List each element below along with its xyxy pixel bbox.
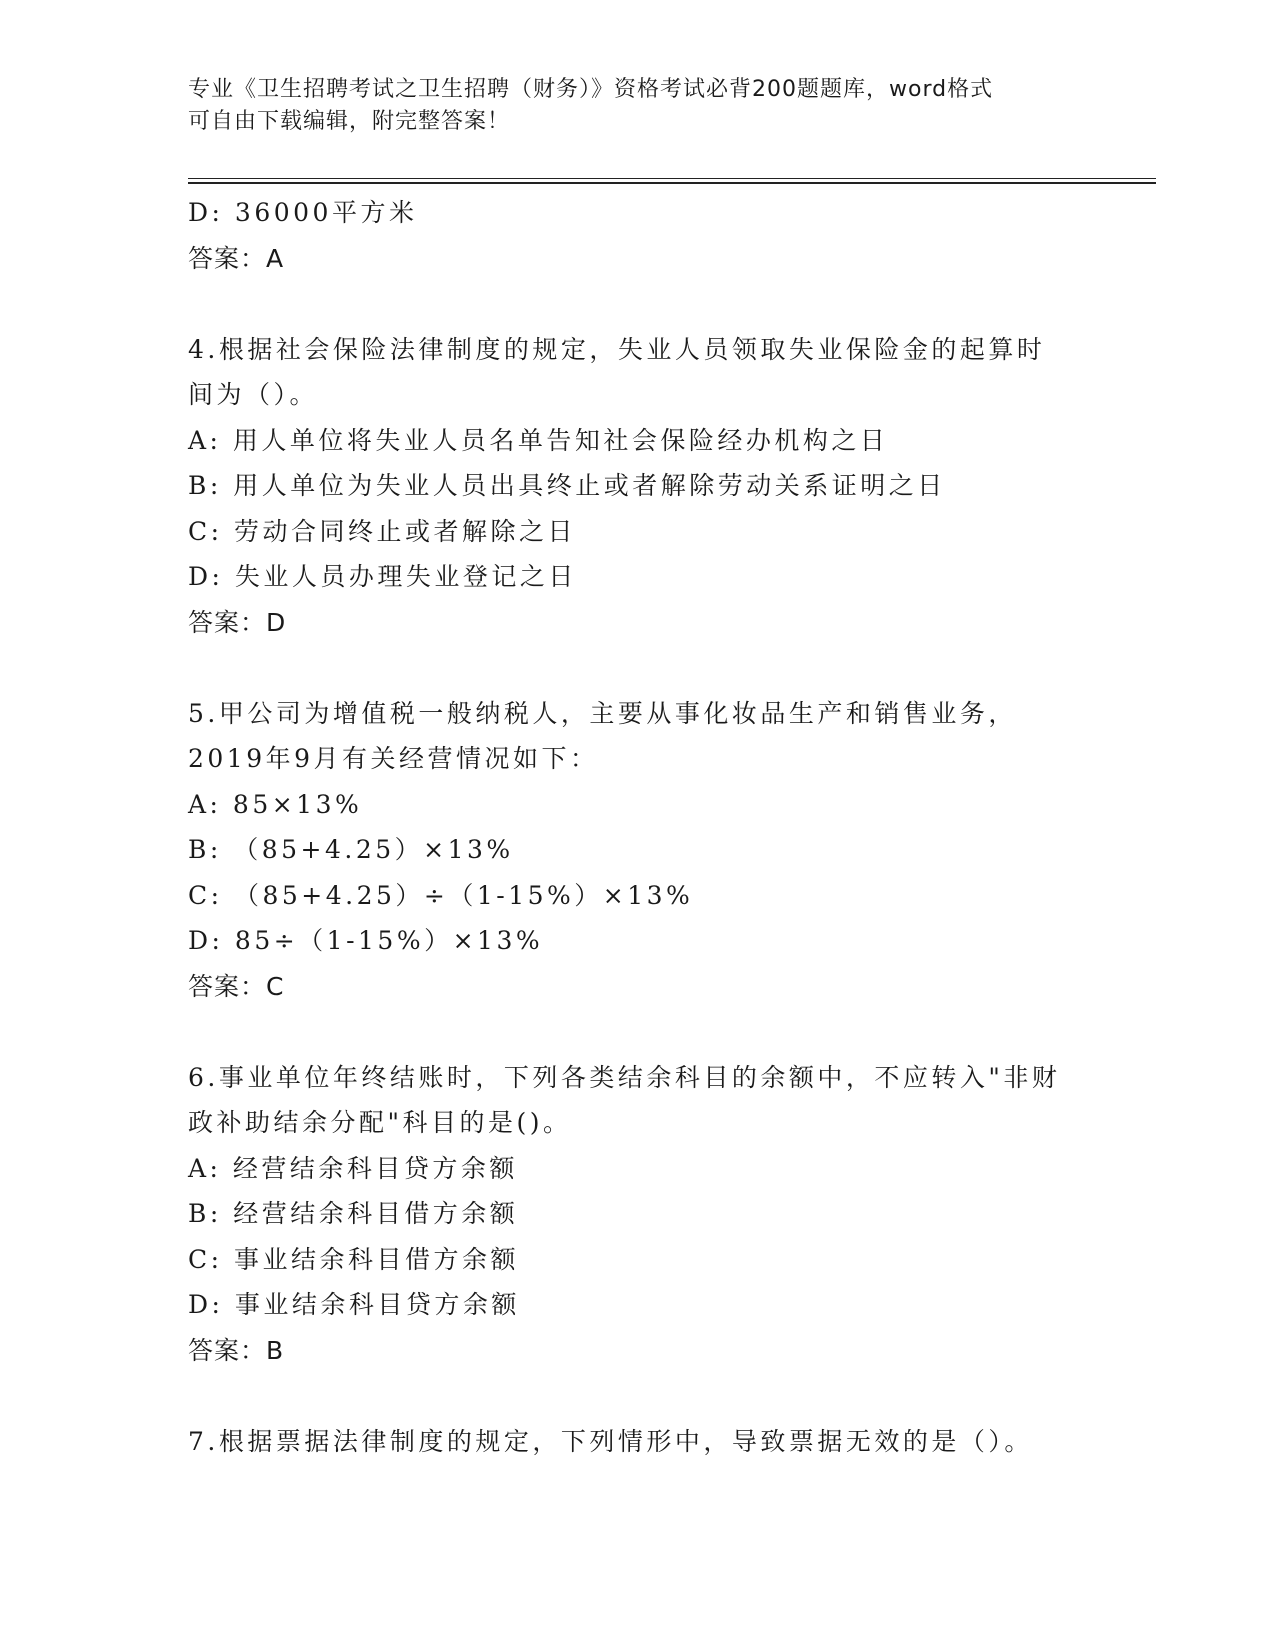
option-d: D: 85÷（1-15%）×13% — [188, 926, 544, 955]
option-b: B: 经营结余科目借方余额 — [188, 1199, 519, 1228]
answer: 答案：B — [188, 1335, 285, 1365]
header-divider-thick — [188, 182, 1156, 184]
header-title-line-1: 专业《卫生招聘考试之卫生招聘（财务）》资格考试必背200题题库，word格式 — [188, 77, 994, 102]
question-6 — [188, 1055, 1088, 1374]
option-a: A: 经营结余科目贷方余额 — [188, 1153, 518, 1183]
question-list — [188, 190, 1088, 1464]
answer: 答案：D — [188, 607, 287, 637]
option-c: C: 劳动合同终止或者解除之日 — [188, 516, 576, 546]
question-text-line-2: 间为（）。 — [188, 380, 319, 409]
option-a: A: 用人单位将失业人员名单告知社会保险经办机构之日 — [188, 425, 889, 455]
option-b: B: 用人单位为失业人员出具终止或者解除劳动关系证明之日 — [188, 471, 946, 500]
header-divider-thin — [188, 178, 1156, 179]
option-d: D: 失业人员办理失业登记之日 — [188, 562, 577, 591]
option-d: D: 事业结余科目贷方余额 — [188, 1290, 520, 1319]
answer: 答案：A — [188, 243, 285, 273]
question-text-line-2: 2019年9月有关经营情况如下： — [188, 744, 599, 773]
option-a: A: 85×13% — [188, 789, 363, 819]
question-7 — [188, 1419, 1088, 1465]
question-text-line-1: 6.事业单位年终结账时，下列各类结余科目的余额中，不应转入"非财 — [188, 1062, 1061, 1092]
answer: 答案：C — [188, 971, 285, 1001]
option-c: C: 事业结余科目借方余额 — [188, 1244, 519, 1274]
question-5 — [188, 691, 1088, 1010]
option-d: D: 36000平方米 — [188, 198, 418, 227]
question-4 — [188, 327, 1088, 646]
question-text-line-1: 4.根据社会保险法律制度的规定，失业人员领取失业保险金的起算时 — [188, 334, 1046, 364]
option-b: B: （85+4.25）×13% — [188, 835, 514, 864]
header-title-line-2: 可自由下载编辑，附完整答案！ — [188, 109, 511, 134]
document-header — [188, 74, 1088, 138]
question-text-line-1: 5.甲公司为增值税一般纳税人，主要从事化妆品生产和销售业务， — [188, 698, 1017, 728]
question-text-line-2: 政补助结余分配"科目的是()。 — [188, 1108, 572, 1137]
question-3-tail — [188, 190, 1088, 281]
question-text-line-1: 7.根据票据法律制度的规定，下列情形中，导致票据无效的是（）。 — [188, 1426, 1033, 1456]
option-c: C: （85+4.25）÷（1-15%）×13% — [188, 880, 694, 910]
